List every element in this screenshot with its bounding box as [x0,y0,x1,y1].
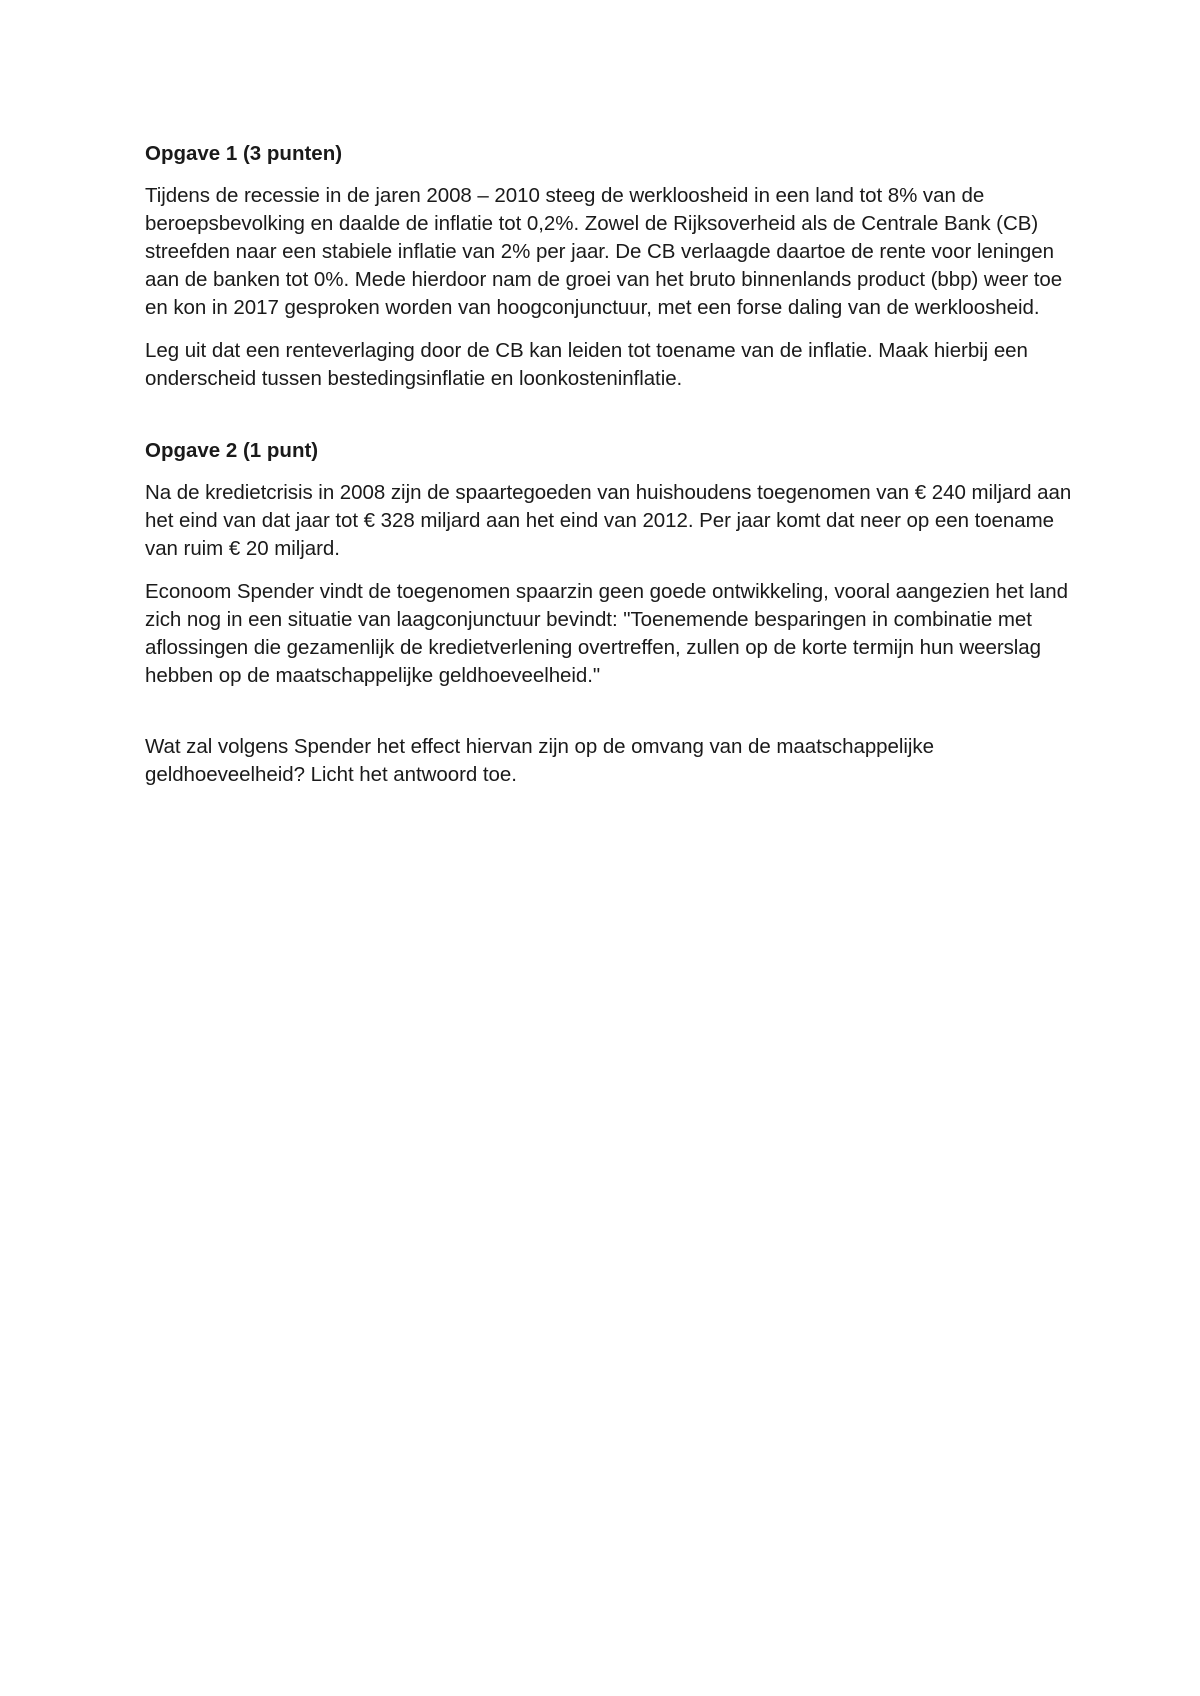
opgave-1-context-paragraph: Tijdens de recessie in de jaren 2008 – 2010 steeg de werkloosheid in een land tot 8% van de beroepsbevolking en daalde de inflatie tot 0,2%. Zowel de Rijksoverheid als de Centrale Bank (CB) streefden naar een stabiele inflatie van 2% per jaar. De CB verlaagde daartoe de rente voor leningen aan de banken tot 0%. Mede hierdoor nam de groei van het bruto binnenlands product (bbp) weer toe en kon in 2017 gesproken worden van hoogconjunctuur, met een forse daling van de werkloosheid. [145,184,1063,319]
section-opgave-1 [145,140,1085,393]
section-spacer [145,408,1085,437]
opgave-1-question-paragraph: Leg uit dat een renteverlaging door de CB kan leiden tot toename van de inflatie. Maak hierbij een onderscheid tussen bestedingsinflatie en loonkosteninflatie. [145,339,1028,390]
opgave-1-heading: Opgave 1 (3 punten) [145,142,343,165]
section-opgave-2 [145,437,1085,789]
document-page [145,140,1085,804]
opgave-2-question-paragraph: Wat zal volgens Spender het effect hiervan zijn op de omvang van de maatschappelijke geldhoeveelheid? Licht het antwoord toe. [145,735,934,786]
opgave-2-quote-paragraph: Econoom Spender vindt de toegenomen spaarzin geen goede ontwikkeling, vooral aangezien het land zich nog in een situatie van laagconjunctuur bevindt: "Toenemende besparingen in combinatie met aflossingen die gezamenlijk de kredietverlening overtreffen, zullen op de korte termijn hun weerslag hebben op de maatschappelijke geldhoeveelheid." [145,580,1068,687]
paragraph-spacer [145,705,1085,733]
opgave-2-heading: Opgave 2 (1 punt) [145,439,319,462]
opgave-2-context-paragraph: Na de kredietcrisis in 2008 zijn de spaartegoeden van huishoudens toegenomen van € 240 miljard aan het eind van dat jaar tot € 328 miljard aan het eind van 2012. Per jaar komt dat neer op een toename van ruim € 20 miljard. [145,481,1072,560]
